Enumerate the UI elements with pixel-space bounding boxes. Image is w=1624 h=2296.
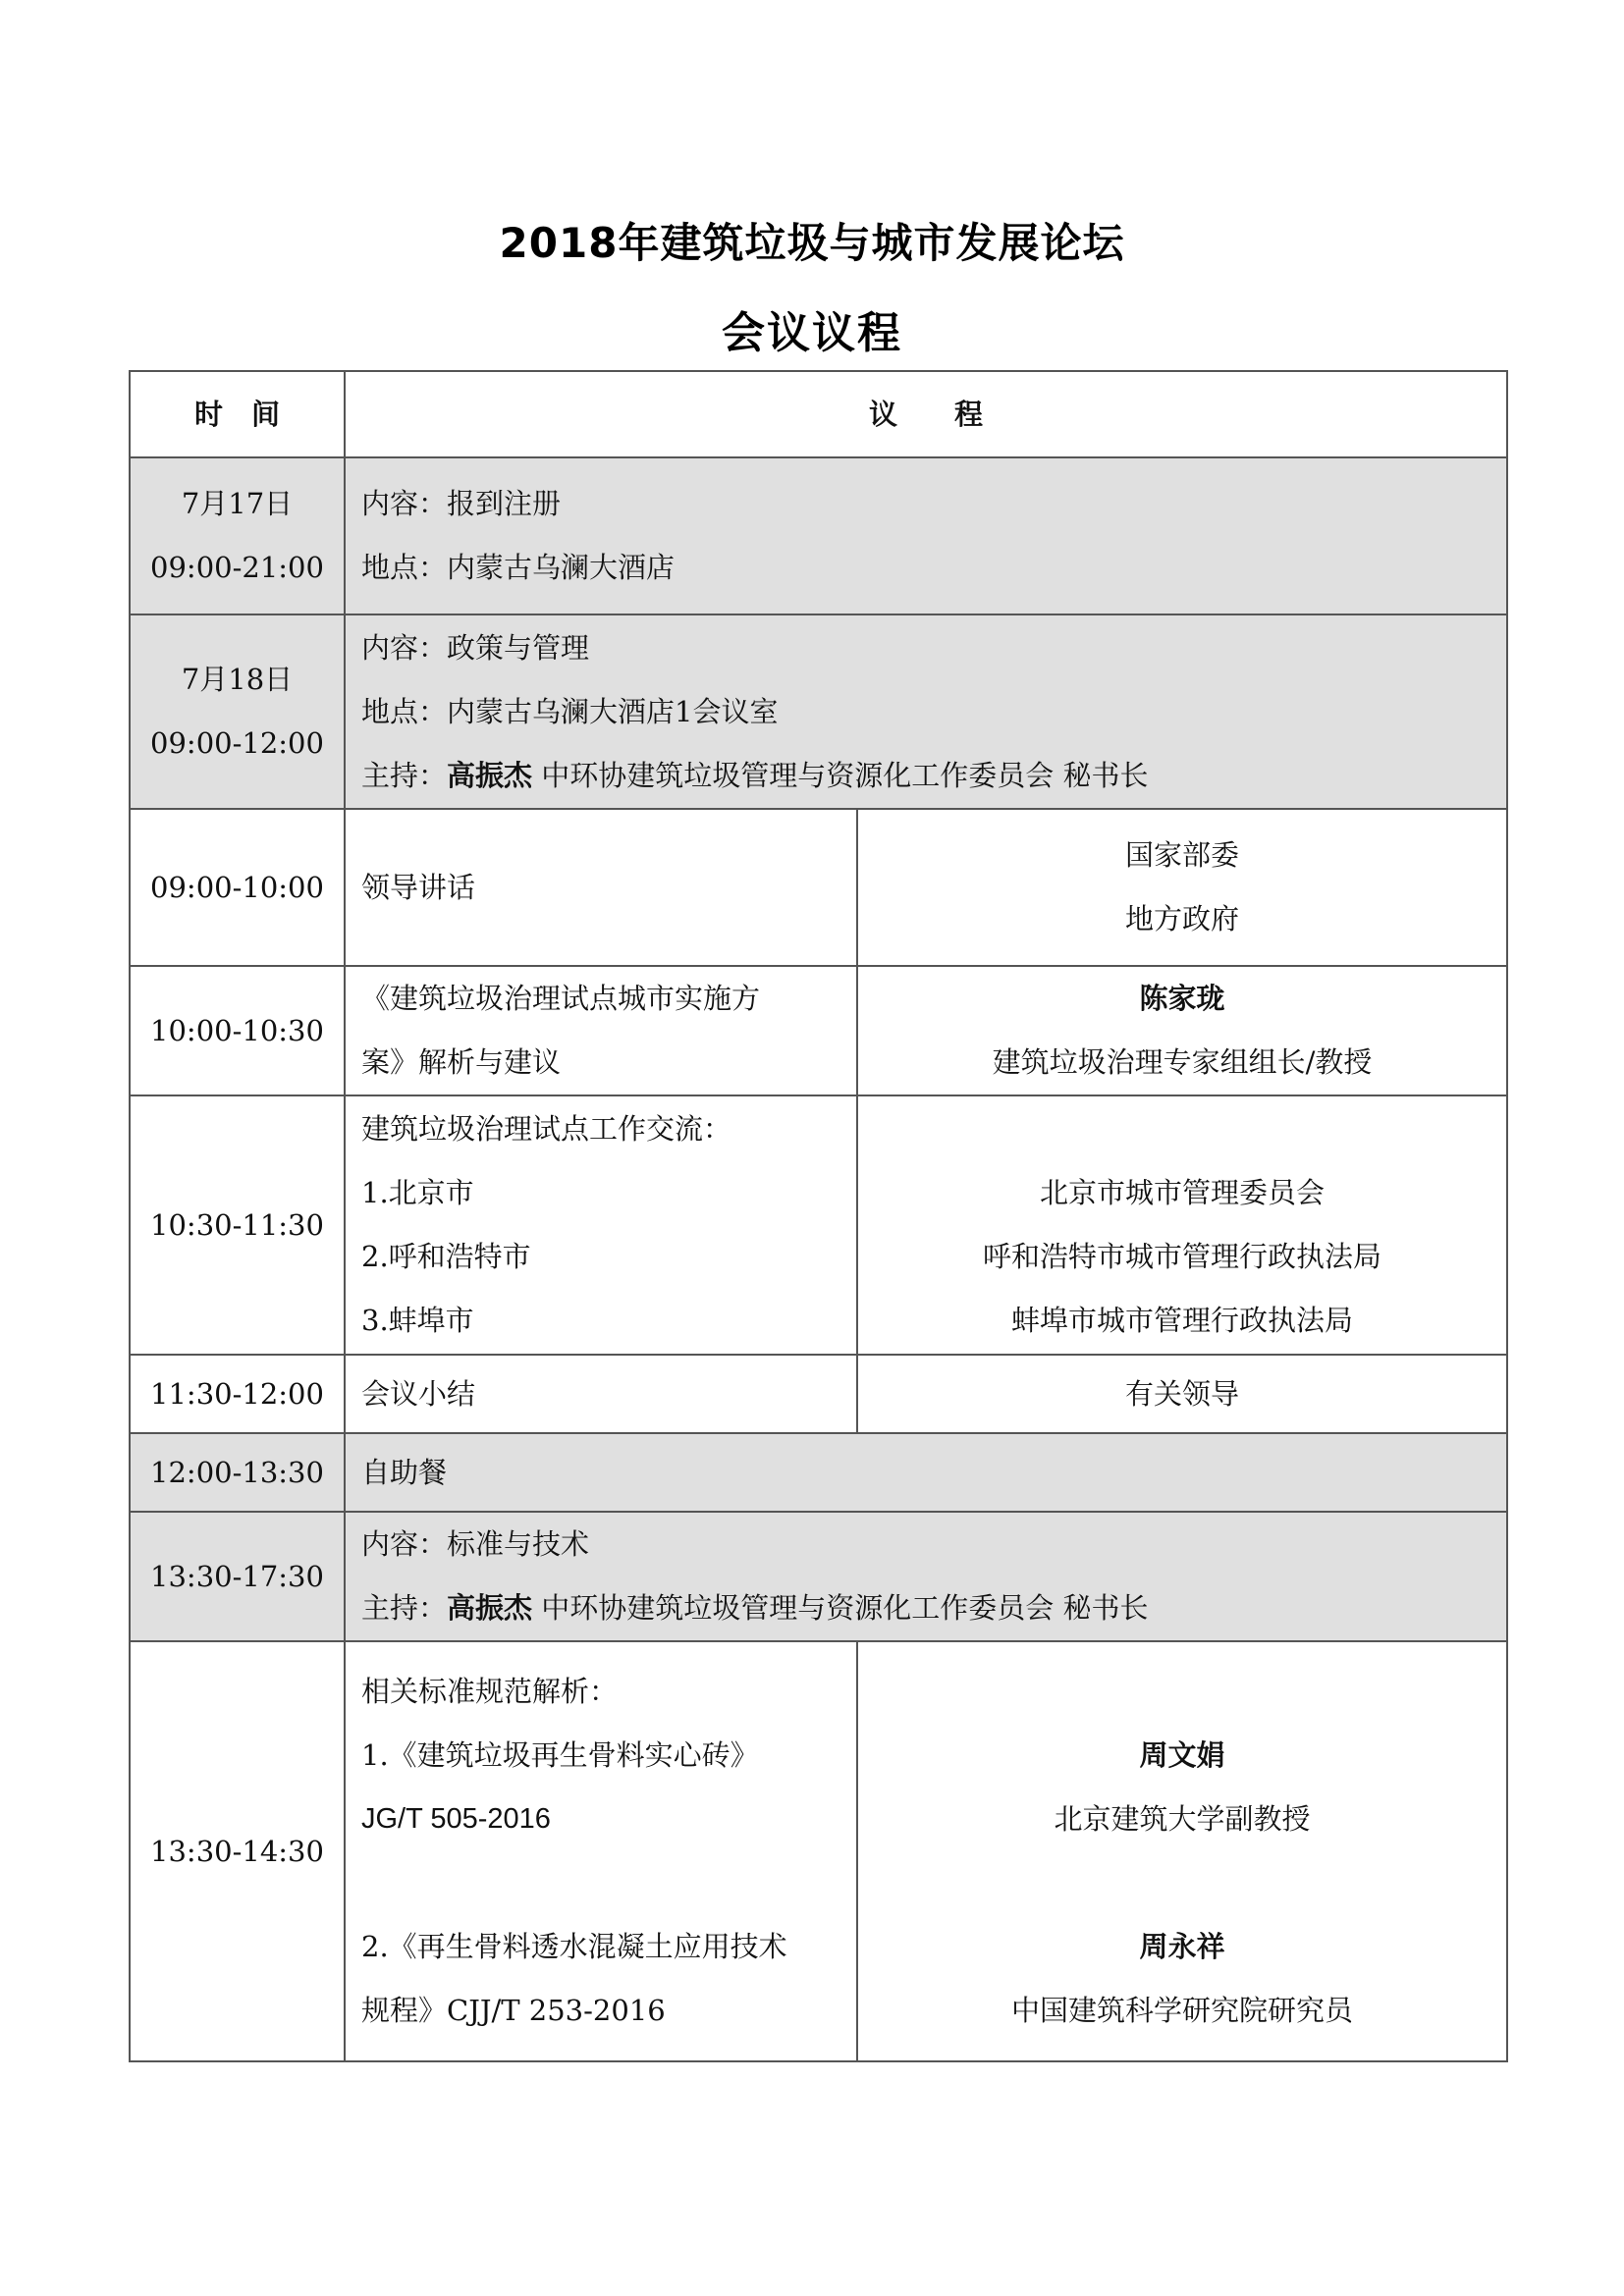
topic-cell bbox=[345, 1095, 857, 1355]
content-text: 内容：报到注册 bbox=[361, 487, 562, 520]
topic-cell bbox=[345, 966, 857, 1095]
time-cell: 13:30-14:30 bbox=[130, 1641, 345, 2061]
topic-text: 案》解析与建议 bbox=[361, 1045, 562, 1079]
speaker-text: 国家部委 bbox=[1125, 838, 1240, 872]
header-time: 时 间 bbox=[130, 371, 345, 457]
page-subtitle: 会议议程 bbox=[722, 308, 902, 358]
date-text: 7月18日 bbox=[181, 663, 294, 696]
agenda-cell bbox=[345, 457, 1507, 614]
time-text: 09:00-21:00 bbox=[150, 551, 324, 584]
list-item: 规程》CJJ/T 253-2016 bbox=[361, 1994, 666, 2027]
table-row bbox=[130, 1512, 1507, 1641]
speaker-name: 陈家珑 bbox=[1139, 982, 1225, 1015]
content-text: 内容：标准与技术 bbox=[361, 1527, 590, 1561]
host-name: 高振杰 bbox=[447, 1591, 533, 1625]
topic-text: 相关标准规范解析： bbox=[361, 1675, 619, 1708]
place-text: 地点：内蒙古乌澜大酒店 bbox=[361, 551, 676, 584]
agenda-table bbox=[129, 370, 1508, 2062]
agenda-cell bbox=[345, 1512, 1507, 1641]
list-item: 2.呼和浩特市 bbox=[361, 1240, 531, 1273]
host-name: 高振杰 bbox=[447, 758, 533, 792]
speaker-title: 建筑垃圾治理专家组组长/教授 bbox=[992, 1045, 1373, 1079]
speaker-cell bbox=[857, 1095, 1507, 1355]
topic-text: 建筑垃圾治理试点工作交流： bbox=[361, 1112, 732, 1146]
speaker-cell bbox=[857, 1641, 1507, 2061]
list-item: 1.北京市 bbox=[361, 1176, 474, 1209]
host-label: 主持： bbox=[361, 1591, 448, 1625]
time-cell: 10:00-10:30 bbox=[130, 966, 345, 1095]
speaker-title: 北京建筑大学副教授 bbox=[1054, 1802, 1311, 1836]
topic-cell: 会议小结 bbox=[345, 1355, 857, 1433]
host-title: 中环协建筑垃圾管理与资源化工作委员会 秘书长 bbox=[532, 758, 1149, 792]
table-row bbox=[130, 1641, 1507, 2061]
speaker-name: 周永祥 bbox=[1139, 1930, 1225, 1963]
table-row bbox=[130, 614, 1507, 809]
time-cell: 09:00-10:00 bbox=[130, 809, 345, 966]
host-text bbox=[361, 1576, 1496, 1640]
table-row bbox=[130, 1355, 1507, 1433]
org-text: 呼和浩特市城市管理行政执法局 bbox=[983, 1240, 1382, 1273]
header-agenda: 议 程 bbox=[345, 371, 1507, 457]
speaker-text: 地方政府 bbox=[1125, 902, 1240, 935]
time-cell: 10:30-11:30 bbox=[130, 1095, 345, 1355]
time-cell: 12:00-13:30 bbox=[130, 1433, 345, 1512]
topic-text: 《建筑垃圾治理试点城市实施方 bbox=[361, 982, 761, 1015]
speaker-cell: 有关领导 bbox=[857, 1355, 1507, 1433]
host-title: 中环协建筑垃圾管理与资源化工作委员会 秘书长 bbox=[532, 1591, 1149, 1625]
table-row bbox=[130, 1095, 1507, 1355]
time-cell: 11:30-12:00 bbox=[130, 1355, 345, 1433]
time-text: 09:00-12:00 bbox=[150, 726, 324, 760]
host-text bbox=[361, 744, 1496, 808]
topic-cell bbox=[345, 1641, 857, 2061]
table-row bbox=[130, 966, 1507, 1095]
org-text: 北京市城市管理委员会 bbox=[1040, 1176, 1326, 1209]
speaker-cell bbox=[857, 809, 1507, 966]
time-cell: 13:30-17:30 bbox=[130, 1512, 345, 1641]
page-title: 2018年建筑垃圾与城市发展论坛 bbox=[499, 219, 1125, 267]
date-text: 7月17日 bbox=[181, 487, 294, 520]
table-header-row bbox=[130, 371, 1507, 457]
content-text: 内容：政策与管理 bbox=[361, 630, 590, 665]
table-row bbox=[130, 457, 1507, 614]
list-item: JG/T 505-2016 bbox=[361, 1803, 551, 1835]
speaker-title: 中国建筑科学研究院研究员 bbox=[1011, 1994, 1354, 2027]
host-label: 主持： bbox=[361, 758, 448, 792]
place-text: 地点：内蒙古乌澜大酒店1会议室 bbox=[361, 694, 779, 728]
list-item: 3.蚌埠市 bbox=[361, 1304, 474, 1337]
list-item: 1.《建筑垃圾再生骨料实心砖》 bbox=[361, 1738, 759, 1772]
agenda-cell: 自助餐 bbox=[345, 1433, 1507, 1512]
speaker-cell bbox=[857, 966, 1507, 1095]
table-row bbox=[130, 809, 1507, 966]
topic-cell: 领导讲话 bbox=[345, 809, 857, 966]
time-cell bbox=[130, 614, 345, 809]
time-cell bbox=[130, 457, 345, 614]
speaker-name: 周文娟 bbox=[1139, 1738, 1225, 1772]
org-text: 蚌埠市城市管理行政执法局 bbox=[1011, 1304, 1354, 1337]
agenda-cell bbox=[345, 614, 1507, 809]
table-row bbox=[130, 1433, 1507, 1512]
list-item: 2.《再生骨料透水混凝土应用技术 bbox=[361, 1930, 787, 1963]
